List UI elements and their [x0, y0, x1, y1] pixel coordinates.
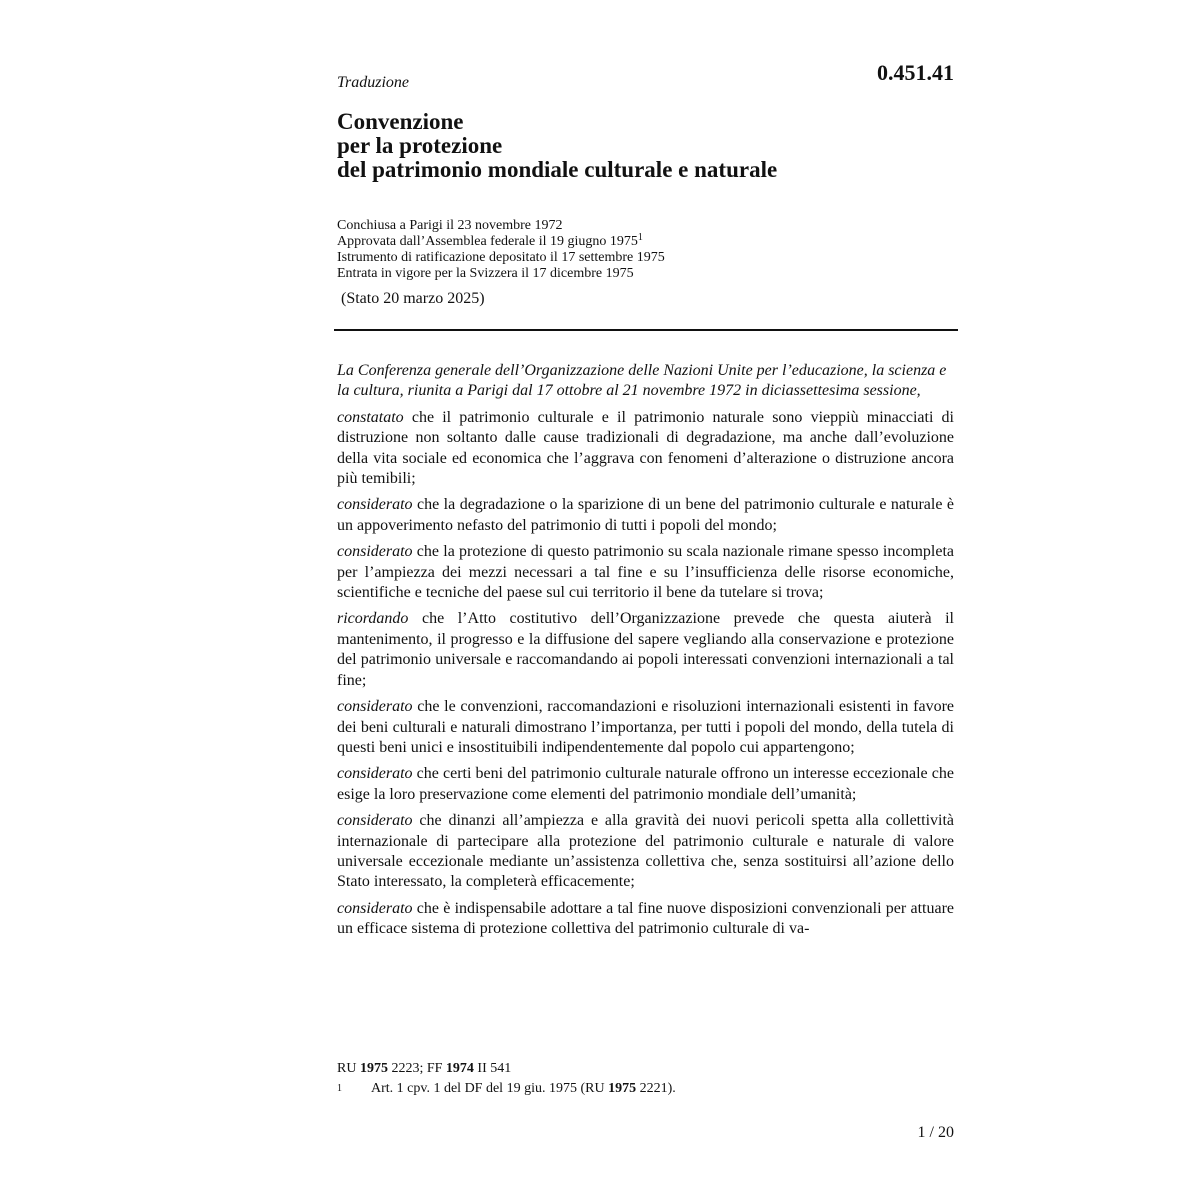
ref-text: 2223; FF [387, 1061, 446, 1076]
paragraph-lead: considerato [337, 899, 413, 917]
status-date: (Stato 20 marzo 2025) [341, 290, 485, 307]
preamble-paragraph [337, 542, 954, 603]
paragraph-lead: considerato [337, 698, 413, 716]
meta-entry-into-force: Entrata in vigore per la Svizzera il 17 dicembre 1975 [337, 266, 634, 281]
preamble-paragraph [337, 811, 954, 893]
title-line: del patrimonio mondiale culturale e naturale [337, 157, 778, 182]
footnote-text [371, 1079, 676, 1099]
header-divider [334, 329, 958, 331]
paragraph-lead: considerato [337, 496, 413, 514]
document-meta [337, 218, 665, 282]
paragraph-text: che dinanzi all’ampiezza e alla gravità dei nuovi pericoli spetta alla collettività internazionale di partecipare alla protezione del patrimonio culturale e naturale di valore universale eccezionale mediante un’assistenza collettiva che, senza sostituirsi all’azione dello Stato interessato, la completerà efficacemente; [337, 812, 954, 891]
fn-text: Art. 1 cpv. 1 del DF del 19 giu. 1975 (RU [371, 1081, 609, 1096]
paragraph-text: che le convenzioni, raccomandazioni e risoluzioni internazionali esistenti in favore dei beni culturali e naturali dimostrano l’importanza, per tutti i popoli del mondo, della tutela di questi beni unici e insostituibili indipendentemente dal popolo cui appartengono; [337, 698, 954, 756]
paragraph-lead: ricordando [337, 610, 409, 628]
paragraph-lead: considerato [337, 765, 413, 783]
ref-text: II 541 [473, 1061, 512, 1076]
paragraph-lead: constatato [337, 408, 404, 426]
meta-ratification: Istrumento di ratificazione depositato il 17 settembre 1975 [337, 250, 665, 265]
preamble [337, 361, 954, 946]
ref-year: 1975 [359, 1061, 388, 1076]
meta-approved [337, 234, 665, 250]
preamble-paragraphs [337, 408, 954, 940]
footnote-mark: 1 [337, 1083, 342, 1094]
paragraph-text: che il patrimonio culturale e il patrimonio naturale sono vieppiù minacciati di distruzione non soltanto dalle cause tradizionali di degradazione, ma anche dall’evoluzione della vita sociale ed economica che l’aggrava con fenomeni d’alterazione o distruzione ancora più temibili; [337, 408, 954, 488]
preamble-paragraph [337, 495, 954, 536]
translation-label: Traduzione [337, 74, 410, 91]
footnote-1 [337, 1079, 954, 1099]
preamble-paragraph [337, 408, 954, 490]
paragraph-lead: considerato [337, 812, 413, 830]
preamble-paragraph [337, 697, 954, 758]
ref-year: 1974 [445, 1061, 474, 1076]
fn-text: 2221). [636, 1081, 676, 1096]
title-line: Convenzione [337, 109, 464, 134]
document-title [337, 110, 957, 182]
preamble-paragraph [337, 609, 954, 691]
preamble-intro: La Conferenza generale dell’Organizzazione delle Nazioni Unite per l’educazione, la scienza e la cultura, riunita a Parigi dal 17 ottobre al 21 novembre 1972 in diciassettesima sessione, [337, 362, 947, 400]
preamble-paragraph [337, 899, 954, 940]
footnotes [337, 1059, 954, 1099]
paragraph-lead: considerato [337, 543, 413, 561]
paragraph-text: che l’Atto costitutivo dell’Organizzazione prevede che questa aiuterà il mantenimento, il progresso e la diffusione del sapere vegliando alla conservazione e protezione del patrimonio universale e raccomandando ai popoli interessati convenzioni internazionali a tal fine; [337, 610, 954, 689]
meta-concluded: Conchiusa a Parigi il 23 novembre 1972 [337, 218, 563, 233]
meta-approved-text: Approvata dall’Assemblea federale il 19 giugno 1975 [337, 234, 638, 249]
fn-year: 1975 [608, 1081, 637, 1096]
sr-number: 0.451.41 [877, 60, 954, 85]
paragraph-text: che certi beni del patrimonio culturale naturale offrono un interesse eccezionale che esige la loro preservazione come elementi del patrimonio mondiale dell’umanità; [337, 765, 954, 803]
source-reference [337, 1059, 954, 1079]
paragraph-text: che la degradazione o la sparizione di un bene del patrimonio culturale e naturale è un appoverimento nefasto del patrimonio di tutti i popoli del mondo; [337, 496, 954, 534]
page-number: 1 / 20 [917, 1124, 954, 1141]
ref-text: RU [337, 1061, 360, 1076]
paragraph-text: che la protezione di questo patrimonio su scala nazionale rimane spesso incompleta per l’ampiezza dei mezzi necessari a tal fine e su l’insufficienza delle risorse economiche, scientifiche e tecniche del paese sul cui territorio il bene da tutelare si trova; [337, 543, 954, 602]
paragraph-text: che è indispensabile adottare a tal fine nuove disposizioni convenzionali per attuare un efficace sistema di protezione collettiva del patrimonio culturale di va- [337, 899, 954, 938]
footnote-ref[interactable]: 1 [637, 232, 643, 243]
title-line: per la protezione [337, 133, 503, 158]
preamble-paragraph [337, 764, 954, 805]
